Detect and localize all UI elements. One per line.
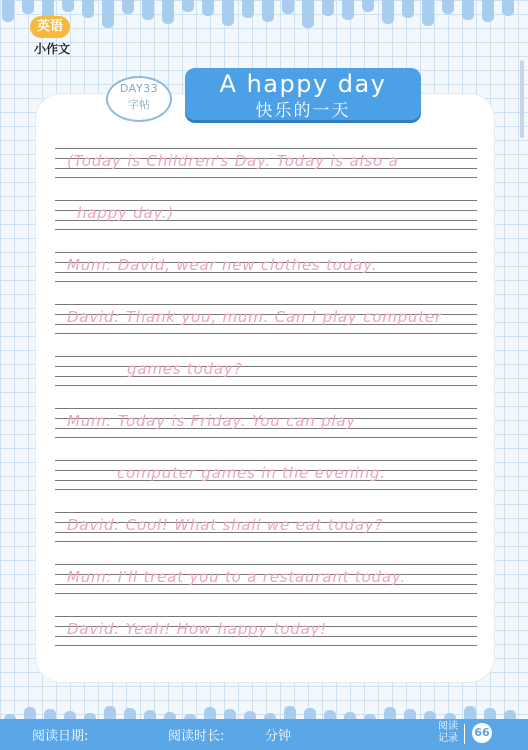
line-text: David: Yeah! How happy today!	[67, 620, 328, 638]
footer-bar	[0, 719, 528, 750]
ruled-line	[55, 512, 477, 542]
footer-drip-shape	[464, 706, 476, 720]
drip-shape	[302, 0, 314, 28]
line-text: David: Cool! What shall we eat today?	[67, 516, 384, 534]
day-number: DAY33	[119, 82, 159, 95]
drip-shape	[222, 0, 234, 26]
line-text: computer games in the evening.	[117, 464, 386, 482]
drip-shape	[242, 0, 254, 18]
drip-shape	[122, 0, 134, 14]
drip-shape	[62, 0, 74, 12]
drip-shape	[402, 0, 414, 18]
ruled-line	[55, 148, 477, 178]
drip-shape	[502, 0, 514, 16]
reading-record-label: 阅读记录	[438, 721, 458, 744]
ruled-line	[55, 356, 477, 386]
drip-shape	[182, 0, 194, 12]
ruled-line	[55, 252, 477, 282]
footer-drip-shape	[104, 706, 116, 720]
drip-shape	[202, 0, 214, 16]
read-date-label: 阅读日期:	[32, 729, 89, 744]
drip-shape	[322, 0, 334, 16]
footer-drip-shape	[284, 706, 296, 720]
drip-shape	[2, 0, 14, 22]
drip-shape	[282, 0, 294, 14]
drip-shape	[102, 0, 114, 28]
ruled-line	[55, 304, 477, 334]
title-chinese: 快乐的一天	[255, 101, 351, 121]
ruled-line	[55, 616, 477, 646]
day-subtitle: 字帖	[128, 98, 150, 111]
ruled-line	[55, 200, 477, 230]
line-text: David: Thank you, mum. Can I play computer	[67, 308, 442, 326]
top-cut-label	[418, 0, 488, 8]
brand-logo	[18, 12, 80, 56]
drip-shape	[262, 0, 274, 22]
ruled-line	[55, 564, 477, 594]
minutes-label: 分钟	[265, 729, 292, 744]
line-text: Mum: David, wear new clothes today.	[67, 256, 378, 274]
drip-shape	[82, 0, 94, 18]
title-english: A happy day	[219, 70, 387, 98]
scrollbar[interactable]	[520, 60, 524, 138]
ruled-line	[55, 408, 477, 438]
line-text: Mum: I'll treat you to a restaurant today.	[67, 568, 406, 586]
day-badge	[106, 76, 172, 122]
drip-shape	[362, 0, 374, 12]
record-count-badge: 66	[472, 723, 492, 743]
drip-shape	[162, 0, 174, 24]
drip-shape	[342, 0, 354, 20]
ruled-line	[55, 460, 477, 490]
line-text: (Today is Children's Day. Today is also a	[67, 152, 399, 170]
line-text: games today?	[127, 360, 243, 378]
drip-shape	[142, 0, 154, 20]
footer-drip-decoration	[0, 706, 528, 720]
read-time-label: 阅读时长:	[168, 729, 225, 744]
ruled-lines	[55, 148, 477, 658]
line-text: happy day.)	[77, 204, 175, 222]
footer-divider	[464, 724, 465, 744]
title-banner	[185, 68, 421, 120]
line-text: Mum: Today is Friday. You can play	[67, 412, 357, 430]
drip-shape	[382, 0, 394, 24]
logo-subtitle: 小作文	[33, 42, 70, 56]
logo-badge: 英语	[30, 16, 70, 38]
